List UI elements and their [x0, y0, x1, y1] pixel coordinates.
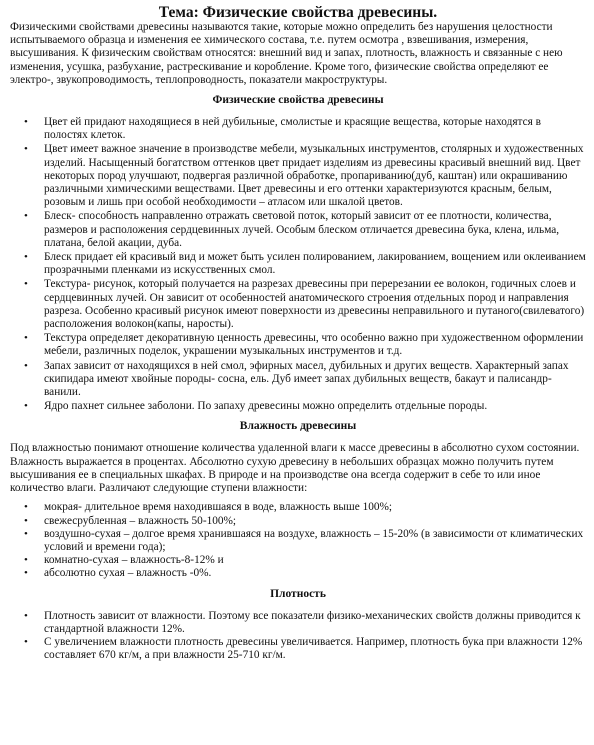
bullet-icon: • — [24, 527, 28, 540]
list-item: • Текстура- рисунок, который получается на разрезах древесины при перерезании ее волокон, годичных слоев и сердцевинных лучей. Он зависит от особенностей анатомического строения отдельных пород и направления разреза. Особенно красивый рисунок имеют поверхности из древесины неправильного и путаного(свилеватого) расположения волокон(капы, наросты). — [24, 278, 585, 331]
bullet-icon: • — [24, 278, 28, 291]
list-item: • Цвет ей придают находящиеся в ней дубильные, смолистые и красящие вещества, которые находятся в полостях клеток. — [24, 116, 542, 142]
page-title: Тема: Физические свойства древесины. — [158, 4, 438, 21]
moisture-list — [10, 501, 586, 580]
list-item: • Плотность зависит от влажности. Поэтому все показатели физико-механических свойств должны приводится к стандартной влажности 12%. — [24, 609, 581, 635]
list-item: • воздушно-сухая – долгое время хранившаяся на воздухе, влажность – 15-20% (в зависимости от климатических условий и времени года); — [24, 527, 584, 553]
list-item: • Запах зависит от находящихся в ней смол, эфирных масел, дубильных и других веществ. Характерный запах скипидара имеют хвойные породы- сосна, ель. Дуб имеет запах дубильных веществ, бакаут и палисандр- ванили. — [24, 359, 569, 399]
bullet-icon: • — [24, 143, 28, 156]
list-item: • мокрая- длительное время находившаяся в воде, влажность выше 100%; — [24, 501, 393, 514]
properties-list — [10, 116, 586, 413]
bullet-icon: • — [24, 635, 28, 648]
list-item: • Ядро пахнет сильнее заболони. По запаху древесины можно определить отдельные породы. — [24, 400, 488, 413]
bullet-icon: • — [24, 567, 28, 580]
bullet-icon: • — [24, 514, 28, 527]
bullet-icon: • — [24, 554, 28, 567]
bullet-icon: • — [24, 400, 28, 413]
section-heading-properties: Физические свойства древесины — [212, 94, 384, 107]
bullet-icon: • — [24, 609, 28, 622]
list-item: • Текстура определяет декоративную ценность древесины, что особенно важно при художественном оформлении мебели, различных поделок, украшении музыкальных инструментов и т.д. — [24, 332, 584, 358]
moisture-paragraph: Под влажностью понимают отношение количества удаленной влаги к массе древесины в абсолютно сухом состоянии. Влажность выражается в процентах. Абсолютно сухую древесину в небольших образцах можно получить путем высушивания ее в специальных шкафах. В природе и на производстве она всегда содержит в себе то или иное количество влаги. Различают следующие ступени влажности: — [10, 442, 580, 495]
section-heading-moisture: Влажность древесины — [239, 420, 357, 433]
bullet-icon: • — [24, 332, 28, 345]
list-item: • абсолютно сухая – влажность -0%. — [24, 567, 212, 580]
bullet-icon: • — [24, 359, 28, 372]
intro-paragraph: Физическими свойствами древесины называются такие, которые можно определить без нарушения целостности испытываемого образца и изменения ее химического состава, т.е. путем осмотра , взвешивания, измерения, высушивания. К физическим свойствам относятся: внешний вид и запах, плотность, влажность и связанные с нею изменения, усушка, разбухание, растрескивание и коробление. Кроме того, физические свойства определяют ее электро-, звукопроводимость, теплопроводность, показатели макроструктуры. — [10, 21, 563, 86]
bullet-icon: • — [24, 501, 28, 514]
list-item: • Блеск придает ей красивый вид и может быть усилен полированием, лакированием, вощением или оклеиванием прозрачными пленками из искусственных смол. — [24, 251, 586, 277]
bullet-icon: • — [24, 251, 28, 264]
list-item: • Цвет имеет важное значение в производстве мебели, музыкальных инструментов, столярных и художественных изделий. Насыщенный богатством оттенков цвет придает изделиям из древесины красивый внешний вид. Цвет некоторых пород улучшают, подвергая различной обработке, пропариванию(дуб, каштан) или окрашиванию различными химическими веществами. Цвет древесины и его оттенки характеризуются красным, белым, розовым и лишь при особой необходимости – атласом или шкалой цветов. — [24, 143, 584, 209]
list-item: • С увеличением влажности плотность древесины увеличивается. Например, плотность бука при влажности 12% составляет 670 кг/м, а при влажности 25-710 кг/м. — [24, 635, 583, 662]
list-item: • комнатно-сухая – влажность-8-12% и — [24, 554, 224, 567]
bullet-icon: • — [24, 116, 28, 129]
list-item: • свежесрубленная – влажность 50-100%; — [24, 514, 237, 527]
section-heading-density: Плотность — [270, 587, 326, 600]
list-item: • Блеск- способность направленно отражать световой поток, который зависит от ее плотности, количества, размеров и расположения сердцевинных лучей. Особым блеском отличается древесина бука, клена, ильма, платана, белой акации, дуба. — [24, 210, 560, 249]
density-list — [10, 610, 586, 663]
bullet-icon: • — [24, 210, 28, 223]
